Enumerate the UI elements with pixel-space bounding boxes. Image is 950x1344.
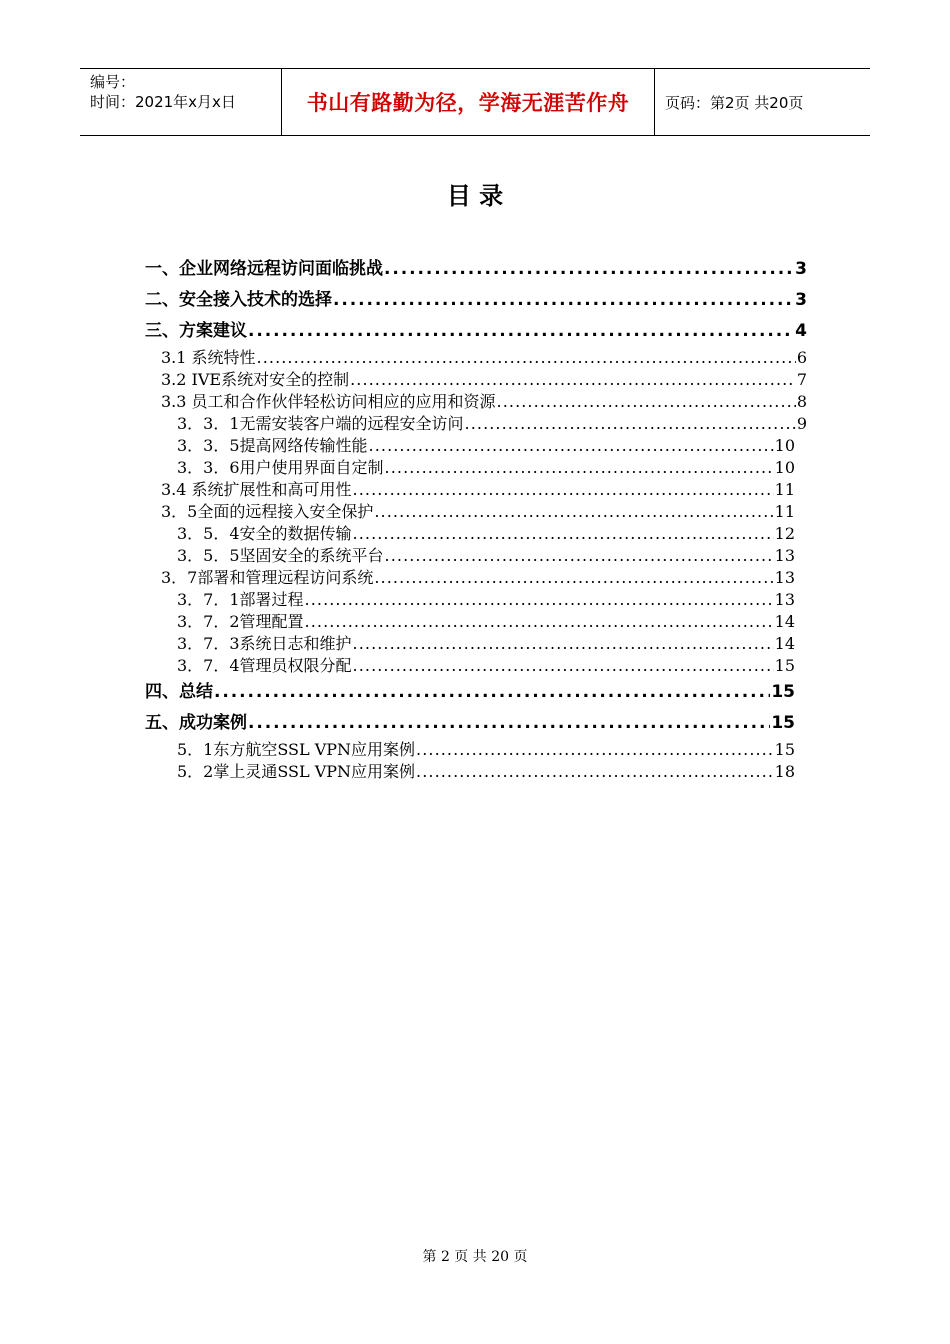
toc-entry-page: 15: [774, 740, 795, 759]
toc-entry-page: 10: [774, 436, 795, 455]
toc-entry[interactable]: [145, 479, 795, 501]
toc-entry-page: 8: [796, 392, 807, 411]
document-number-label: 编号：: [90, 73, 136, 91]
toc-entry-label: 五、成功案例: [145, 713, 247, 733]
toc-entry-label: 二、安全接入技术的选择: [145, 290, 332, 310]
toc-entry-page: 11: [774, 480, 795, 499]
toc-entry[interactable]: [145, 761, 795, 783]
toc-entry[interactable]: [145, 254, 807, 285]
toc-title: 目 录: [446, 182, 504, 210]
toc-entry[interactable]: [145, 633, 795, 655]
toc-entry[interactable]: [145, 739, 795, 761]
toc-entry[interactable]: [145, 316, 807, 347]
toc-leader-dots: [369, 435, 774, 457]
toc-entry-label: 5．1东方航空SSL VPN应用案例: [177, 740, 416, 759]
document-time-label: 时间：2021年x月x日: [90, 93, 236, 111]
page-footer: 第 2 页 共 20 页: [422, 1249, 528, 1265]
toc-entry-page: 14: [774, 612, 795, 631]
toc-entry-page: 15: [771, 713, 795, 733]
toc-entry-label: 3．7．2管理配置: [177, 612, 304, 631]
toc-entry-label: 四、总结: [145, 682, 213, 702]
toc-leader-dots: [248, 316, 794, 347]
toc-entry-label: 三、方案建议: [145, 321, 247, 341]
toc-entry[interactable]: [145, 677, 795, 708]
toc-leader-dots: [416, 739, 774, 761]
toc-leader-dots: [305, 611, 774, 633]
toc-entry-page: 6: [796, 348, 807, 367]
toc-entry-page: 13: [774, 568, 795, 587]
header-table: [80, 68, 870, 136]
toc-leader-dots: [374, 501, 773, 523]
toc-entry-label: 3．3．1无需安装客户端的远程安全访问: [177, 414, 464, 433]
header-motto: 书山有路勤为径，学海无涯苦作舟: [282, 69, 655, 135]
header-page-info: 页码：第2页 共20页: [665, 93, 804, 112]
toc-entry-label: 3.3 员工和合作伙伴轻松访问相应的应用和资源: [161, 392, 496, 411]
toc-entry[interactable]: [145, 611, 795, 633]
toc-entry[interactable]: [145, 589, 795, 611]
toc-leader-dots: [305, 589, 774, 611]
toc-leader-dots: [248, 708, 770, 739]
toc-entry-label: 3．7部署和管理远程访问系统: [161, 568, 374, 587]
toc-entry-page: 14: [774, 634, 795, 653]
toc-entry-page: 12: [774, 524, 795, 543]
toc-entry-label: 3．3．6用户使用界面自定制: [177, 458, 384, 477]
toc-leader-dots: [384, 254, 794, 285]
toc-entry-label: 3．5．4安全的数据传输: [177, 524, 352, 543]
toc-entry-page: 13: [774, 590, 795, 609]
toc-entry-label: 3．7．3系统日志和维护: [177, 634, 352, 653]
toc-leader-dots: [353, 523, 774, 545]
toc-leader-dots: [465, 413, 796, 435]
toc-entry-label: 一、企业网络远程访问面临挑战: [145, 259, 383, 279]
toc-entry[interactable]: [145, 347, 807, 369]
toc-entry-page: 18: [774, 762, 795, 781]
toc-leader-dots: [385, 457, 774, 479]
toc-entry[interactable]: [145, 708, 795, 739]
toc-entry[interactable]: [145, 413, 807, 435]
toc-leader-dots: [257, 347, 796, 369]
toc-entry[interactable]: [145, 523, 795, 545]
toc-entry-page: 3: [795, 290, 807, 310]
toc-entry-page: 4: [795, 321, 807, 341]
toc-entry-label: 3．5．5坚固安全的系统平台: [177, 546, 384, 565]
toc-leader-dots: [333, 285, 794, 316]
toc-entry-label: 3.1 系统特性: [161, 348, 256, 367]
toc-entry-label: 3．5全面的远程接入安全保护: [161, 502, 374, 521]
toc-entry-page: 15: [771, 682, 795, 702]
toc-leader-dots: [214, 677, 770, 708]
toc-entry-page: 13: [774, 546, 795, 565]
toc-leader-dots: [353, 479, 774, 501]
toc-entry-label: 3．3．5提高网络传输性能: [177, 436, 368, 455]
toc-entry-label: 3.2 IVE系统对安全的控制: [161, 370, 350, 389]
toc-leader-dots: [416, 761, 774, 783]
toc-entry-page: 15: [774, 656, 795, 675]
toc-entry-label: 5．2掌上灵通SSL VPN应用案例: [177, 762, 416, 781]
table-of-contents: [145, 254, 807, 783]
toc-leader-dots: [353, 633, 774, 655]
toc-entry[interactable]: [145, 567, 795, 589]
toc-entry-page: 10: [774, 458, 795, 477]
toc-entry-page: 9: [796, 414, 807, 433]
toc-entry[interactable]: [145, 391, 807, 413]
toc-entry[interactable]: [145, 285, 807, 316]
header-meta-cell: [80, 69, 282, 135]
toc-leader-dots: [353, 655, 774, 677]
toc-entry-label: 3.4 系统扩展性和高可用性: [161, 480, 352, 499]
toc-entry[interactable]: [145, 435, 795, 457]
toc-leader-dots: [374, 567, 773, 589]
toc-leader-dots: [497, 391, 796, 413]
toc-entry-page: 3: [795, 259, 807, 279]
toc-entry[interactable]: [145, 369, 807, 391]
toc-entry[interactable]: [145, 655, 795, 677]
toc-leader-dots: [350, 369, 796, 391]
toc-leader-dots: [385, 545, 774, 567]
toc-entry-label: 3．7．1部署过程: [177, 590, 304, 609]
toc-entry-page: 11: [774, 502, 795, 521]
toc-entry[interactable]: [145, 501, 795, 523]
toc-entry-label: 3．7．4管理员权限分配: [177, 656, 352, 675]
toc-entry[interactable]: [145, 545, 795, 567]
toc-entry-page: 7: [796, 370, 807, 389]
toc-entry[interactable]: [145, 457, 795, 479]
